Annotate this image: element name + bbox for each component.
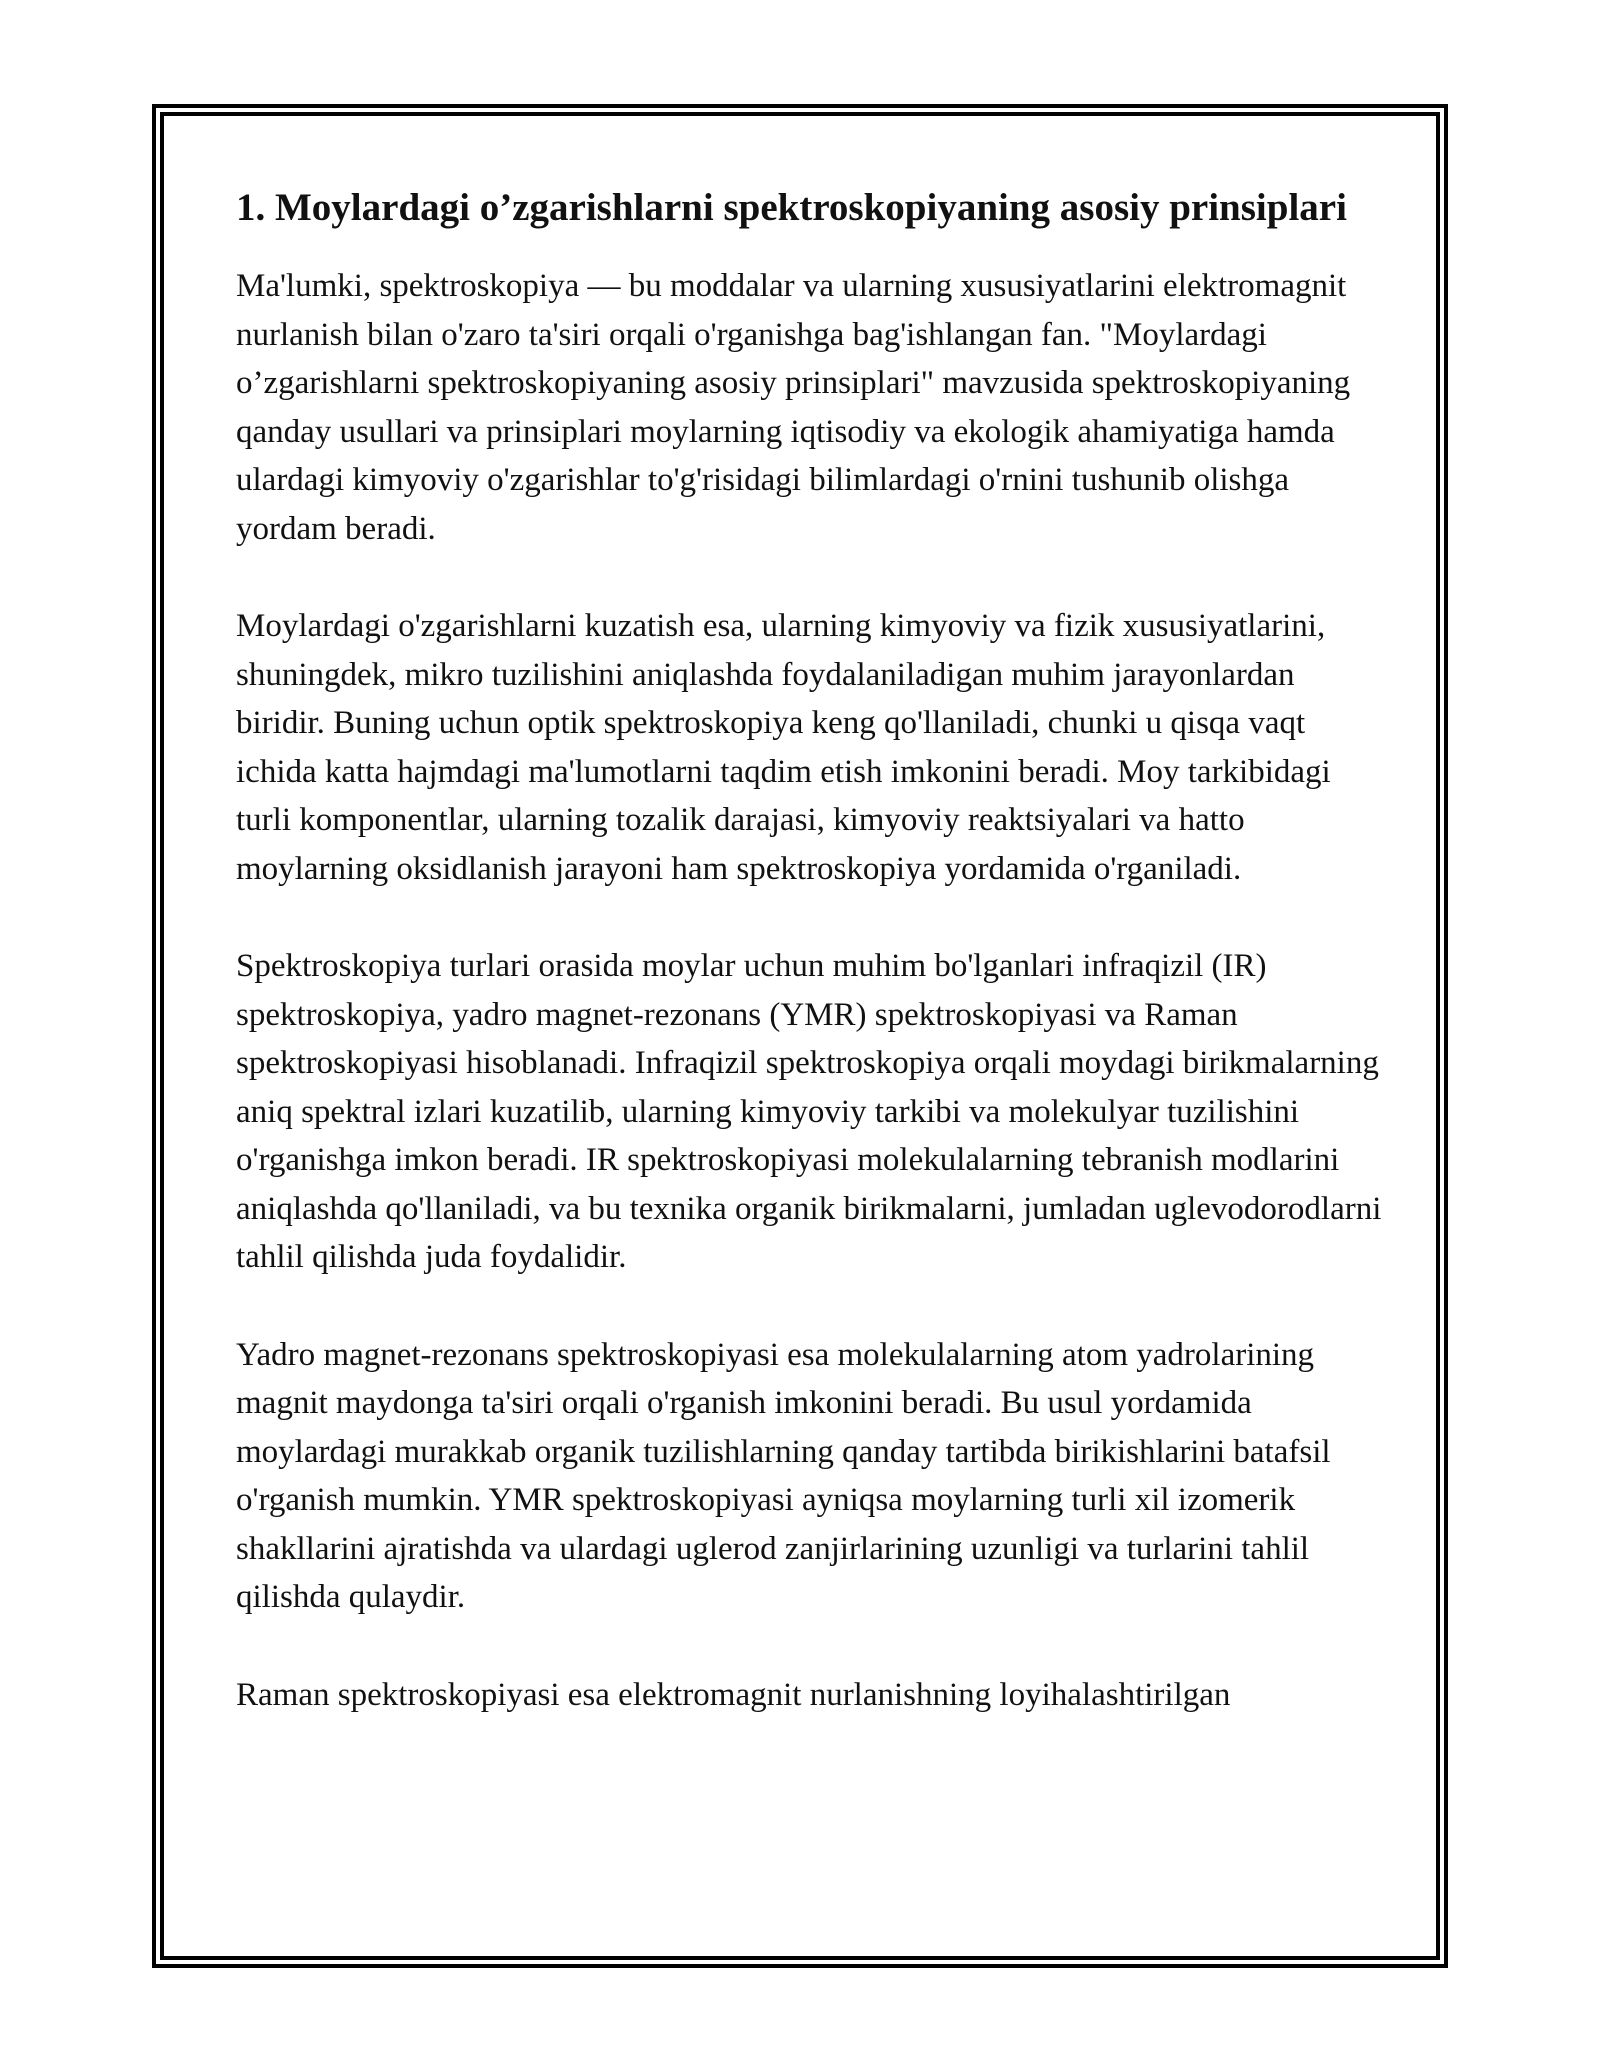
paragraph-observation: Moylardagi o'zgarishlarni kuzatish esa, ularning kimyoviy va fizik xususiyatlarini, shuningdek, mikro tuzilishini aniqlashda foydalaniladigan muhim jarayonlardan biridir. Buning uchun optik spektroskopiya keng qo'llaniladi, chunki u qisqa vaqt ichida katta hajmdagi ma'lumotlarni taqdim etish imkonini beradi. Moy tarkibidagi turli komponentlar, ularning tozalik darajasi, kimyoviy reaktsiyalari va hatto moylarning oksidlanish jarayoni ham spektroskopiya yordamida o'rganiladi. [236,608,1331,887]
paragraph-spectroscopy-types: Spektroskopiya turlari orasida moylar uchun muhim bo'lganlari infraqizil (IR) spektroskopiya, yadro magnet-rezonans (YMR) spektroskopiyasi va Raman spektroskopiyasi hisoblanadi. Infraqizil spektroskopiya orqali moydagi birikmalarning aniq spektral izlari kuzatilib, ularning kimyoviy tarkibi va molekulyar tuzilishini o'rganishga imkon beradi. IR spektroskopiyasi molekulalarning tebranish modlarini aniqlashda qo'llaniladi, va bu texnika organik birikmalarni, jumladan uglevodorodlarni tahlil qilishda juda foydalidir. [236,948,1382,1275]
paragraph-raman: Raman spektroskopiyasi esa elektromagnit nurlanishning loyihalashtirilgan [236,1676,1231,1713]
paragraph-intro: Ma'lumki, spektroskopiya — bu moddalar va ularning xususiyatlarini elektromagnit nurlanish bilan o'zaro ta'siri orqali o'rganishga bag'ishlangan fan. "Moylardagi o’zgarishlarni spektroskopiyaning asosiy prinsiplari" mavzusida spektroskopiyaning qanday usullari va prinsiplari moylarning iqtisodiy va ekologik ahamiyatiga hamda ulardagi kimyoviy o'zgarishlar to'g'risidagi bilimlardagi o'rnini tushunib olishga yordam beradi. [236,268,1351,547]
section-heading: 1. Moylardagi o’zgarishlarni spektroskopiyaning asosiy prinsiplari [236,186,1347,229]
document-body [236,180,1386,1768]
paragraph-nmr: Yadro magnet-rezonans spektroskopiyasi esa molekulalarning atom yadrolarining magnit maydonga ta'siri orqali o'rganish imkonini beradi. Bu usul yordamida moylardagi murakkab organik tuzilishlarning qanday tartibda birikishlarini batafsil o'rganish mumkin. YMR spektroskopiyasi ayniqsa moylarning turli xil izomerik shakllarini ajratishda va ulardagi uglerod zanjirlarining uzunligi va turlarini tahlil qilishda qulaydir. [236,1336,1331,1615]
